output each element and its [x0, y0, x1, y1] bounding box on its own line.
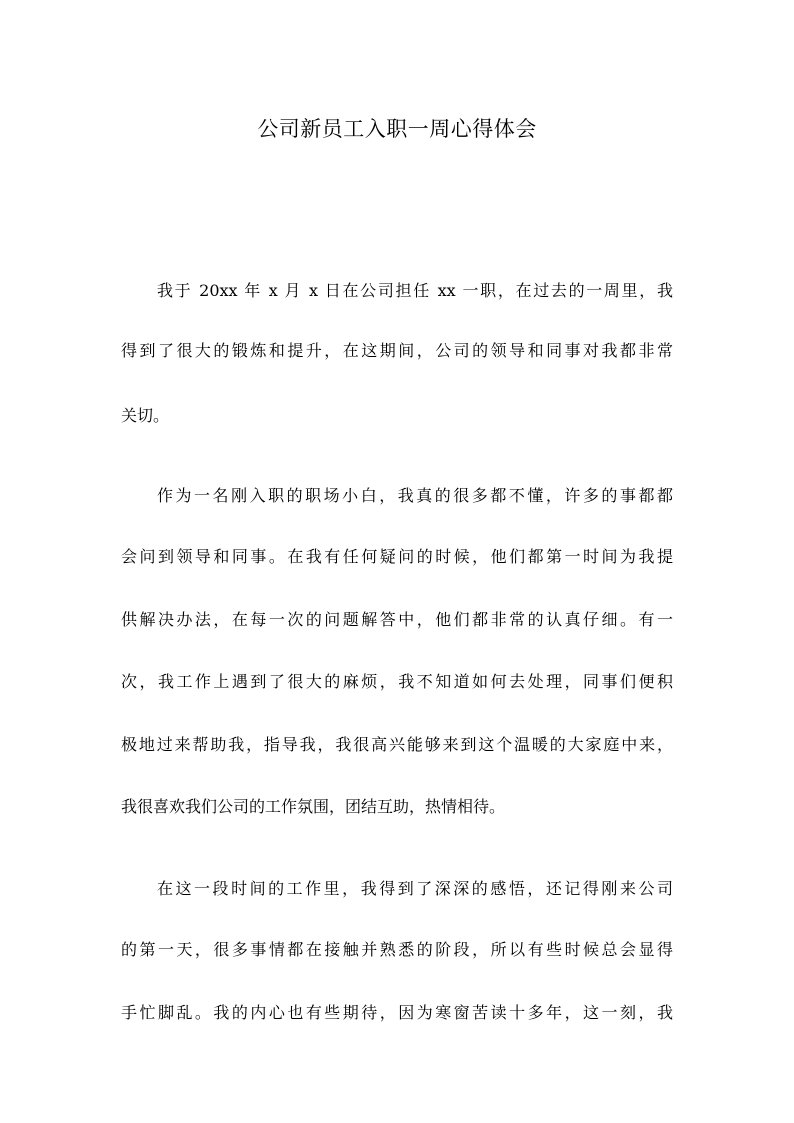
paragraph-2-line-4: 次，我工作上遇到了很大的麻烦，我不知道如何去处理，同事们便积	[121, 672, 673, 691]
paragraph-2-line-6: 我很喜欢我们公司的工作氛围，团结互助，热情相待。	[121, 797, 506, 816]
paragraph-3-line-3: 手忙脚乱。我的内心也有些期待，因为寒窗苦读十多年，这一刻，我	[121, 1003, 673, 1022]
paragraph-2-line-5: 极地过来帮助我，指导我，我很高兴能够来到这个温暖的大家庭中来，	[121, 735, 673, 754]
paragraph-2-line-3: 供解决办法，在每一次的问题解答中，他们都非常的认真仔细。有一	[121, 610, 673, 629]
paragraph-3-line-2: 的第一天，很多事情都在接触并熟悉的阶段，所以有些时候总会显得	[121, 940, 673, 959]
paragraph-1-line-1: 我于 20xx 年 x 月 x 日在公司担任 xx 一职，在过去的一周里，我	[157, 281, 673, 300]
document-title: 公司新员工入职一周心得体会	[257, 117, 537, 141]
paragraph-1-line-2: 得到了很大的锻炼和提升，在这期间，公司的领导和同事对我都非常	[121, 341, 673, 360]
paragraph-2-line-2: 会问到领导和同事。在我有任何疑问的时候，他们都第一时间为我提	[121, 547, 673, 566]
paragraph-1-line-3: 关切。	[121, 406, 170, 425]
paragraph-2-line-1: 作为一名刚入职的职场小白，我真的很多都不懂，许多的事都都	[157, 486, 673, 505]
paragraph-3-line-1: 在这一段时间的工作里，我得到了深深的感悟，还记得刚来公司	[157, 879, 673, 898]
